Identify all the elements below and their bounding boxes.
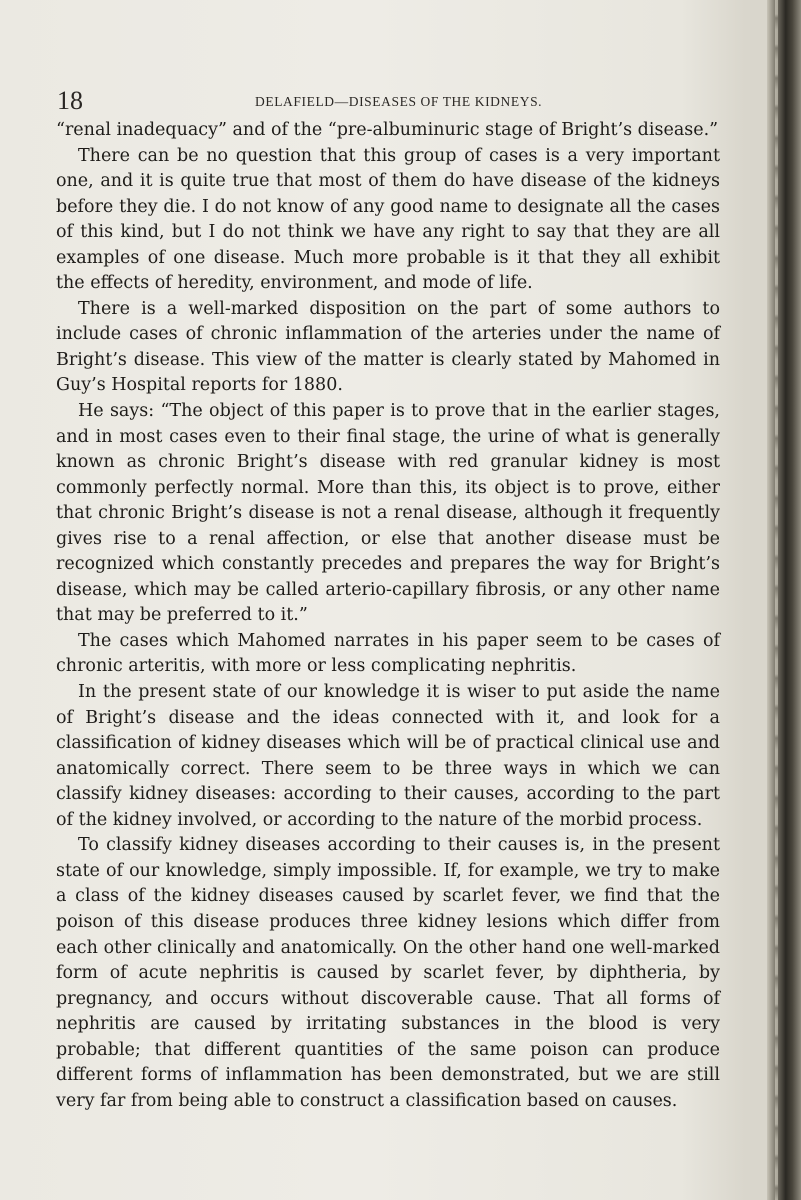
- paragraph-continuation: “renal inadequacy” and of the “pre-albuminuric stage of Bright’s disease.”: [56, 120, 719, 140]
- paragraph: The cases which Mahomed narrates in his paper seem to be cases of chronic arteritis, with more or less complicating nephritis.: [56, 630, 720, 677]
- paragraph: To classify kidney diseases according to their causes is, in the present state of our knowledge, simply impossible. If, for example, we try to make a class of the kidney diseases caused by scarlet fever, we find that the poison of this disease produces three kidney lesions which differ from each other clinically and anatomically. On the other hand one well-marked form of acute nephritis is caused by scarlet fever, by diphtheria, by pregnancy, and occurs without discoverable cause. That all forms of nephritis are caused by irritating substances in the blood is very probable; that different quantities of the same poison can produce different forms of inflammation has been demonstrated, but we are still very far from being able to construct a classification based on causes.: [56, 835, 720, 1111]
- page-number: 18: [57, 86, 83, 115]
- running-head: DELAFIELD—DISEASES OF THE KIDNEYS.: [255, 94, 543, 109]
- body-text: [56, 118, 720, 1114]
- paragraph: In the present state of our knowledge it is wiser to put aside the name of Bright’s disease and the ideas connected with it, and look for a classification of kidney diseases which will be of practical clinical use and anatomically correct. There seem to be three ways in which we can classify kidney diseases: according to their causes, according to the part of the kidney involved, or according to the nature of the morbid process.: [56, 682, 720, 830]
- paragraph: There can be no question that this group of cases is a very important one, and it is quite true that most of them do have disease of the kidneys before they die. I do not know of any good name to designate all the cases of this kind, but I do not think we have any right to say that they are all examples of one disease. Much more probable is it that they all exhibit the effects of heredity, environment, and mode of life.: [56, 145, 720, 294]
- page-header: [57, 86, 717, 116]
- paragraph: There is a well-marked disposition on the part of some authors to include cases of chronic inflammation of the arteries under the name of Bright’s disease. This view of the matter is clearly stated by Mahomed in Guy’s Hospital reports for 1880.: [56, 298, 720, 396]
- book-binding-edge: [767, 0, 801, 1200]
- paragraph-quotation: He says: “The object of this paper is to prove that in the earlier stages, and in most cases even to their final stage, the urine of what is generally known as chronic Bright’s disease with red granular kidney is most commonly perfectly normal. More than this, its object is to prove, either that chronic Bright’s disease is not a renal disease, although it frequently gives rise to a renal affection, or else that another disease must be recognized which constantly precedes and prepares the way for Bright’s disease, which may be called arterio-capillary fibrosis, or any other name that may be preferred to it.”: [56, 401, 720, 626]
